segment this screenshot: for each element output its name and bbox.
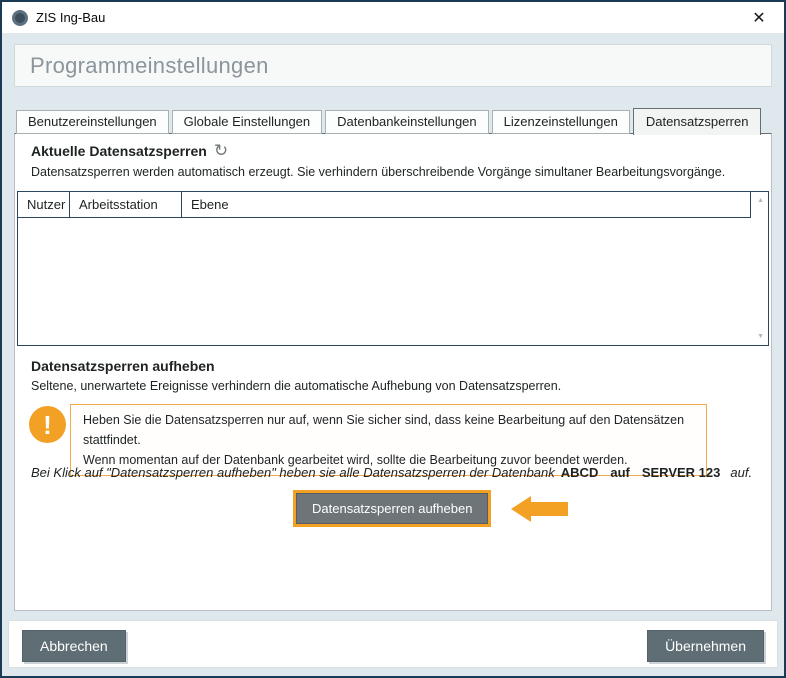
scrollbar-down-icon[interactable]: ▼ [757, 333, 764, 340]
tab-benutzereinstellungen[interactable]: Benutzereinstellungen [16, 110, 169, 134]
locks-table [17, 191, 769, 346]
warning-line-1: Heben Sie die Datensatzsperren nur auf, wenn Sie sicher sind, dass keine Bearbeitung auf den Datensätzen stattfindet. [83, 413, 685, 447]
scrollbar-up-icon[interactable]: ▲ [757, 197, 764, 204]
current-locks-heading [31, 142, 228, 159]
settings-tabbar [16, 107, 761, 134]
locks-table-header [18, 192, 751, 218]
refresh-icon[interactable]: ↻ [213, 141, 229, 160]
tab-lizenzeinstellungen[interactable]: Lizenzeinstellungen [492, 110, 630, 134]
highlight-arrow-icon [511, 496, 571, 522]
footer-bar [8, 620, 778, 668]
warning-icon: ! [29, 406, 66, 443]
tab-content-panel [14, 133, 772, 611]
note-connector: auf [610, 465, 630, 480]
titlebar [2, 2, 784, 33]
release-locks-heading [31, 358, 215, 374]
close-icon[interactable]: ✕ [752, 9, 766, 27]
database-name: ABCD [560, 465, 599, 480]
column-header-arbeitsstation[interactable]: Arbeitsstation [70, 192, 182, 217]
note-suffix: auf. [730, 465, 753, 480]
cancel-button[interactable]: Abbrechen [22, 630, 126, 662]
column-header-nutzer[interactable]: Nutzer [18, 192, 70, 217]
tab-datenbankeinstellungen[interactable]: Datenbankeinstellungen [325, 110, 489, 134]
server-name: SERVER 123 [641, 465, 721, 480]
column-header-ebene[interactable]: Ebene [191, 197, 229, 212]
app-logo-icon [12, 10, 28, 26]
arrow-shaft [530, 502, 568, 516]
current-locks-title: Aktuelle Datensatzsperren [31, 142, 207, 159]
note-prefix: Bei Klick auf "Datensatzsperren aufheben" heben sie alle Datensatzsperren der Datenbank [31, 465, 555, 480]
tab-datensatzsperren[interactable]: Datensatzsperren [633, 108, 762, 135]
page-title: Programmeinstellungen [14, 44, 772, 87]
current-locks-description: Datensatzsperren werden automatisch erzeugt. Sie verhindern überschreibende Vorgänge simultaner Bearbeitungsvorgänge. [31, 165, 726, 179]
warning-line-2: Wenn momentan auf der Datenbank gearbeitet wird, sollte die Bearbeitung zuvor beendet werden. [83, 453, 628, 467]
release-note [31, 465, 752, 480]
release-locks-description: Seltene, unerwartete Ereignisse verhindern die automatische Aufhebung von Datensatzsperren. [31, 379, 562, 393]
arrow-head [511, 496, 531, 522]
window-title: ZIS Ing-Bau [36, 10, 106, 25]
tab-globale-einstellungen[interactable]: Globale Einstellungen [172, 110, 322, 134]
apply-button[interactable]: Übernehmen [647, 630, 764, 662]
release-locks-title: Datensatzsperren aufheben [31, 358, 215, 374]
release-locks-button[interactable]: Datensatzsperren aufheben [296, 493, 488, 524]
